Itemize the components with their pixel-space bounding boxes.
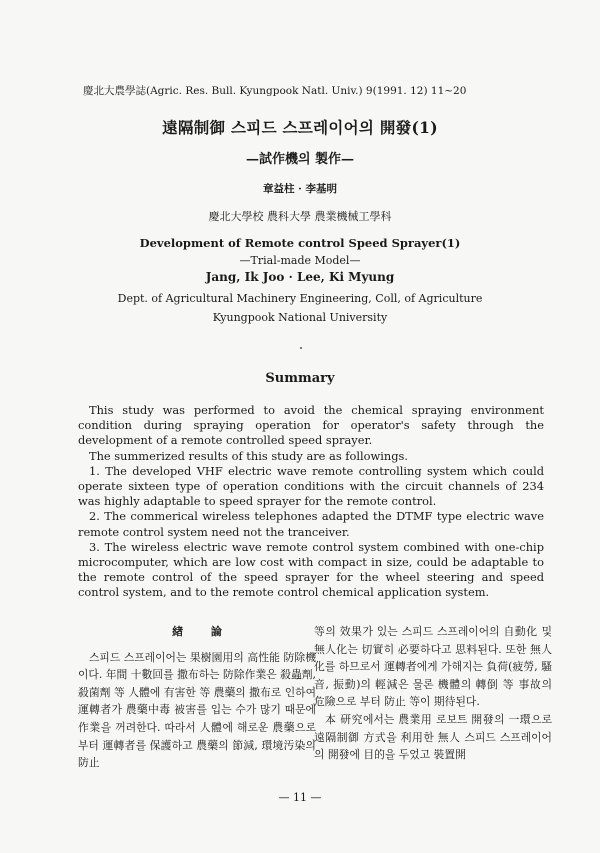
- introduction-heading: 緖 論: [172, 625, 234, 638]
- introduction-right-column: [314, 623, 552, 764]
- paper-subtitle-korean: —試作機의 製作—: [245, 152, 355, 167]
- introduction-left-column: [78, 623, 316, 772]
- introduction-paragraph: 스피드 스프레이어는 果樹園用의 高性能 防除機 이다. 年間 十數回를 撒布하는 防除作業은 殺蟲劑, 殺菌劑 等 人體에 有害한 等 農藥의 撒布로 인하여 運轉者가 農藥中毒 被害를 입는 수가 많기 때문에 作業을 꺼려한다. 따라서 人體에 해로운 農藥으로부터 運轉者를 保護하고 農藥의 節減, 環境汚染의 防止: [78, 650, 316, 770]
- department-english: Dept. of Agricultural Machinery Engineering, Coll, of Agriculture: [117, 292, 483, 305]
- summary-paragraph: The summerized results of this study are as followings.: [89, 448, 408, 463]
- separator-dot: [300, 347, 302, 349]
- summary-paragraph: 3. The wireless electric wave remote control system combined with one-chip microcomputer, which are low cost with compact in size, could be adaptable to the remote control of the speed sprayer for the wheel steering and speed control system, and to the remote control chemical application system.: [78, 539, 544, 600]
- paper-subtitle-english: —Trial-made Model—: [239, 254, 361, 267]
- summary-paragraph: This study was performed to avoid the chemical spraying environment condition during spraying operation for operator's safety through the development of a remote controlled speed sprayer.: [78, 403, 544, 448]
- summary-paragraph: 2. The commerical wireless telephones adapted the DTMF type electric wave remote control system need not the tranceiver.: [78, 509, 544, 539]
- summary-body: [78, 403, 544, 601]
- authors-korean: 章益柱 · 李基明: [263, 183, 337, 195]
- introduction-paragraph: 等의 效果가 있는 스피드 스프레이어의 自動化 및 無人化는 切實히 必要하다고 思料된다. 또한 無人化를 하므로서 運轉者에게 가해지는 負荷(疲勞, 騷音, 振動)의 輕減은 물론 機體의 轉倒 等 事故의 危險으로 부터 防止 等이 期待된다.: [314, 625, 552, 709]
- authors-english: Jang, Ik Joo · Lee, Ki Myung: [205, 270, 395, 284]
- paper-title-english: Development of Remote control Speed Sprayer(1): [139, 236, 461, 250]
- introduction-paragraph: 本 研究에서는 農業用 로보트 開發의 一環으로 遠隔制御 方式을 利用한 無人 스피드 스프레이어의 開發에 目的을 두었고 裝置開: [314, 712, 552, 762]
- affiliation-korean: 慶北大學校 農科大學 農業機械工學科: [208, 210, 392, 223]
- page-number: — 11 —: [278, 791, 322, 804]
- summary-heading: Summary: [265, 371, 335, 386]
- summary-paragraph: 1. The developed VHF electric wave remote controlling system which could operate sixteen type of operation conditions with the circuit channels of 234 was highly adaptable to speed sprayer for the remote control.: [78, 463, 544, 509]
- paper-title-korean: 遠隔制御 스피드 스프레이어의 開發(1): [162, 118, 438, 137]
- university-english: Kyungpook National University: [212, 311, 388, 324]
- journal-citation: 慶北大農學誌(Agric. Res. Bull. Kyungpook Natl. Univ.) 9(1991. 12) 11~20: [83, 85, 467, 97]
